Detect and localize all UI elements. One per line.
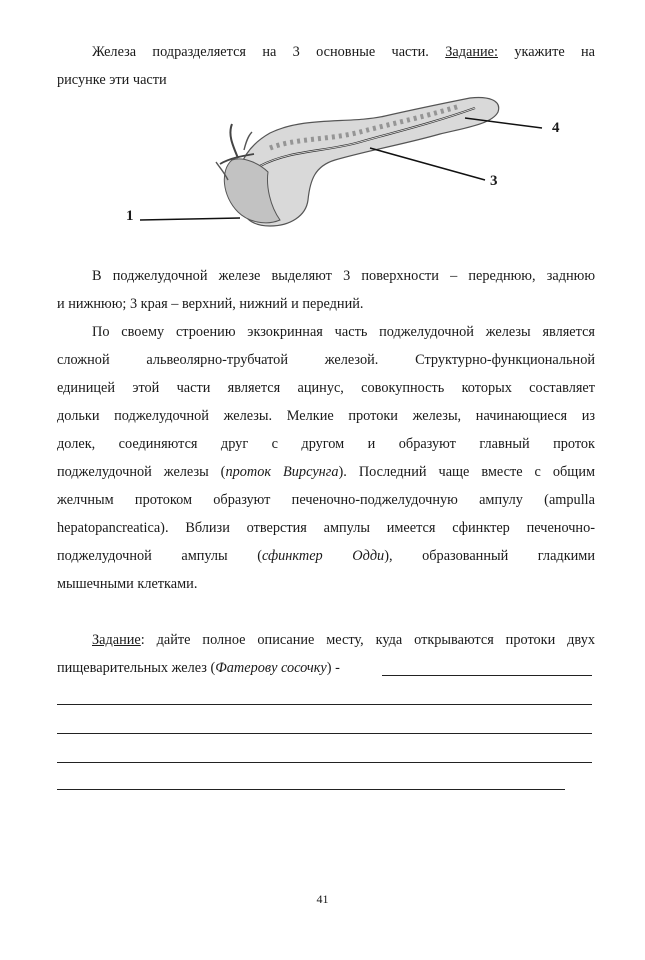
answer-line-1[interactable] — [382, 675, 592, 676]
page-number: 41 — [316, 892, 329, 906]
structure-line-6: поджелудочной железы (проток Вирсунга). Последний чаще вместе с общим — [57, 464, 596, 480]
task2-label: Задание — [92, 632, 141, 648]
pointer-1 — [140, 218, 240, 220]
intro-line-1 — [57, 38, 595, 66]
figure-label-1: 1 — [126, 208, 134, 224]
surfaces-paragraph — [57, 262, 595, 318]
pancreas-figure — [120, 88, 560, 238]
figure-label-4: 4 — [552, 120, 560, 136]
structure-paragraph — [57, 318, 595, 598]
answer-line-4[interactable] — [57, 762, 592, 763]
wirsung-duct-term: проток Вирсунга — [225, 464, 339, 480]
task2-line-1: Задание: дайте полное описание месту, куда открываются протоки двух — [92, 632, 595, 648]
structure-line-9: поджелудочной ампулы (сфинктер Одди), образованный гладкими — [57, 548, 595, 564]
figure-label-3: 3 — [490, 173, 498, 189]
pointer-3 — [370, 148, 485, 180]
structure-line-8: hepatopancreatica). Вблизи отверстия ампулы имеется сфинктер печеночно- — [57, 520, 595, 536]
intro-text: Железа подразделяется на 3 основные части. — [92, 44, 446, 60]
task2-line-2: пищеварительных желез (Фатерову сосочку) - — [57, 660, 340, 676]
task2-paragraph — [57, 626, 595, 682]
structure-line-3: единицей этой части является ацинус, совокупность которых составляет — [57, 380, 595, 396]
structure-line-10: мышечными клетками. — [57, 576, 198, 592]
intro-paragraph — [57, 38, 595, 94]
surfaces-line-2: и нижнюю; 3 края – верхний, нижний и передний. — [57, 296, 364, 312]
structure-line-7: желчным протоком образуют печеночно-поджелудочную ампулу (ampulla — [57, 492, 595, 508]
vessel-3 — [244, 132, 252, 150]
oddi-sphincter-term: сфинктер Одди — [262, 548, 385, 564]
structure-line-1: По своему строению экзокринная часть поджелудочной железы является — [92, 324, 595, 340]
pancreas-body — [237, 98, 499, 226]
structure-line-2: сложной альвеолярно-трубчатой железой. Структурно-функциональной — [57, 352, 595, 368]
bile-duct — [230, 124, 238, 158]
task-label: Задание: — [445, 44, 498, 60]
structure-line-4: дольки поджелудочной железы. Мелкие протоки железы, начинающиеся из — [57, 408, 595, 424]
structure-line-5: долек, соединяются друг с другом и образуют главный проток — [57, 436, 595, 452]
vater-papilla-term: Фатерову сосочку — [215, 660, 327, 676]
surfaces-line-1: В поджелудочной железе выделяют 3 поверхности – переднюю, заднюю — [92, 268, 595, 284]
intro-tail: укажите на — [497, 44, 595, 60]
answer-line-5[interactable] — [57, 789, 565, 790]
answer-line-2[interactable] — [57, 704, 592, 705]
intro-line-2: рисунке эти части — [57, 72, 167, 88]
answer-line-3[interactable] — [57, 733, 592, 734]
